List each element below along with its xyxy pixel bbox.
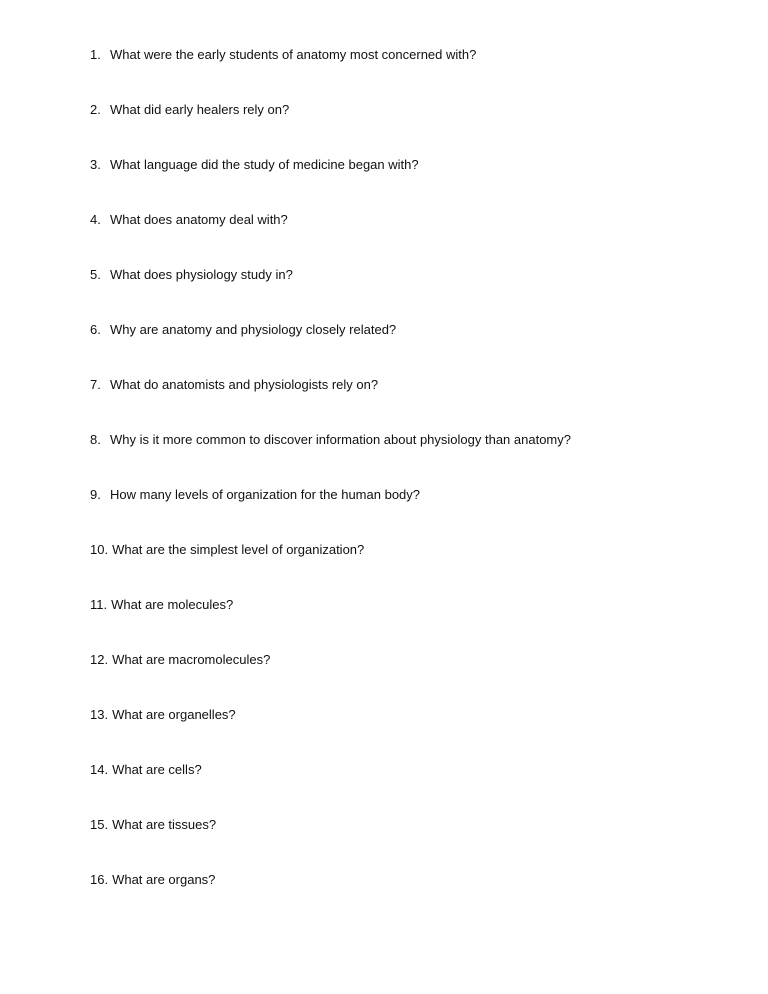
- question-text: What are tissues?: [112, 817, 217, 832]
- question-13: [90, 700, 730, 755]
- question-number: 14.: [90, 762, 109, 777]
- question-number: 11.: [90, 597, 108, 612]
- question-6: [90, 315, 730, 370]
- question-number: 2.: [90, 102, 101, 117]
- question-number: 10.: [90, 542, 109, 557]
- question-text: Why is it more common to discover information about physiology than anatomy?: [110, 432, 571, 447]
- question-2: [90, 95, 730, 150]
- question-5: [90, 260, 730, 315]
- question-text: What are macromolecules?: [112, 652, 271, 667]
- question-text: What are cells?: [112, 762, 202, 777]
- question-3: [90, 150, 730, 205]
- question-11: [90, 590, 730, 645]
- question-list: [90, 40, 730, 920]
- question-number: 16.: [90, 872, 109, 887]
- question-10: [90, 535, 730, 590]
- question-number: 7.: [90, 377, 101, 392]
- question-number: 6.: [90, 322, 101, 337]
- question-number: 8.: [90, 432, 101, 447]
- question-4: [90, 205, 730, 260]
- question-text: What does anatomy deal with?: [110, 212, 288, 227]
- question-number: 15.: [90, 817, 109, 832]
- question-number: 1.: [90, 47, 101, 62]
- question-text: What are molecules?: [111, 597, 234, 612]
- question-number: 4.: [90, 212, 101, 227]
- question-text: What were the early students of anatomy most concerned with?: [110, 47, 477, 62]
- question-9: [90, 480, 730, 535]
- question-text: What do anatomists and physiologists rely on?: [110, 377, 379, 392]
- question-text: Why are anatomy and physiology closely related?: [110, 322, 397, 337]
- question-12: [90, 645, 730, 700]
- question-text: How many levels of organization for the human body?: [110, 487, 421, 502]
- question-number: 12.: [90, 652, 109, 667]
- question-number: 5.: [90, 267, 101, 282]
- question-1: [90, 40, 730, 95]
- question-7: [90, 370, 730, 425]
- question-16: [90, 865, 730, 920]
- question-number: 9.: [90, 487, 101, 502]
- question-number: 13.: [90, 707, 109, 722]
- question-14: [90, 755, 730, 810]
- question-text: What are organs?: [112, 872, 216, 887]
- question-text: What language did the study of medicine began with?: [110, 157, 419, 172]
- question-text: What does physiology study in?: [110, 267, 293, 282]
- question-text: What did early healers rely on?: [110, 102, 290, 117]
- question-8: [90, 425, 730, 480]
- question-number: 3.: [90, 157, 101, 172]
- question-15: [90, 810, 730, 865]
- question-text: What are organelles?: [112, 707, 236, 722]
- question-text: What are the simplest level of organization?: [112, 542, 365, 557]
